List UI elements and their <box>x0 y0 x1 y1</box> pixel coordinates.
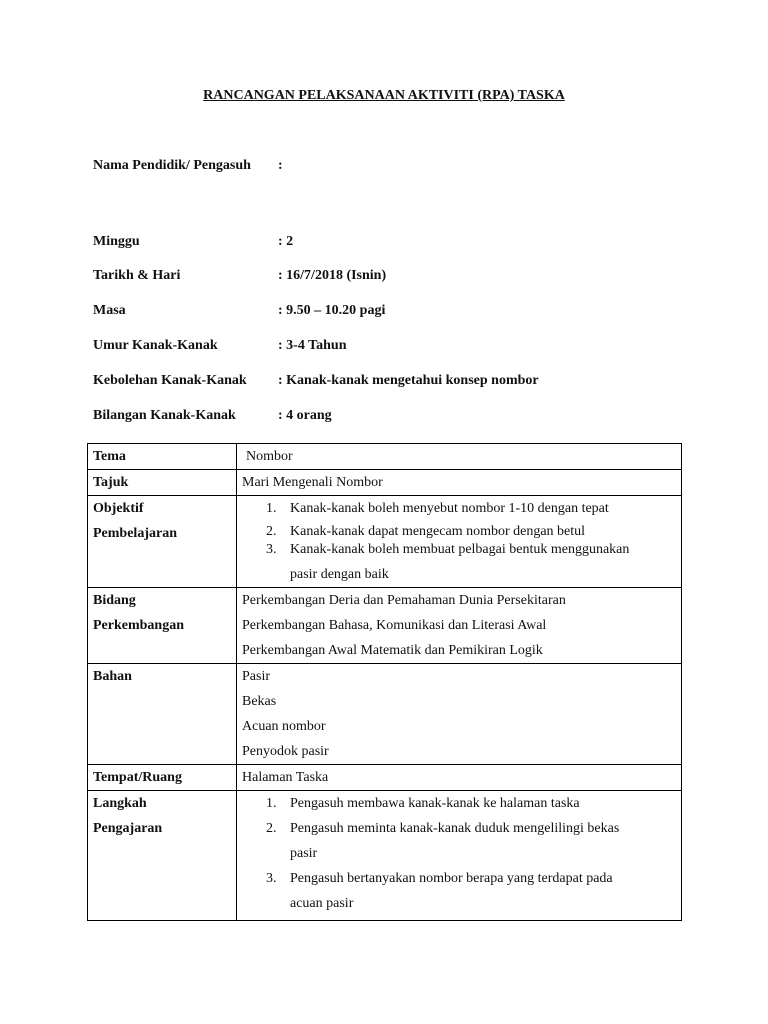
field-value: : 2 <box>278 234 294 249</box>
item-text: Kanak-kanak dapat mengecam nombor dengan betul <box>290 524 586 539</box>
item-text: Pengasuh bertanyakan nombor berapa yang terdapat pada <box>290 871 613 886</box>
item-text-continued: acuan pasir <box>290 896 354 911</box>
item-text: Kanak-kanak boleh menyebut nombor 1-10 dengan tepat <box>290 501 609 516</box>
row-value <box>237 444 682 470</box>
label-objektif: Objektif <box>93 501 144 516</box>
field-umur <box>93 338 346 354</box>
row-label <box>88 470 237 496</box>
bahan-item: Pasir <box>242 669 270 684</box>
field-kebolehan <box>93 373 539 389</box>
list-item-continued <box>242 891 681 916</box>
row-value <box>237 791 682 921</box>
item-number: 3. <box>266 871 277 886</box>
field-label: Masa <box>93 303 126 318</box>
item-number: 2. <box>266 524 277 539</box>
value-tajuk: Mari Mengenali Nombor <box>242 475 383 490</box>
table-row-tempat <box>88 765 682 791</box>
item-text-continued: pasir <box>290 846 318 861</box>
field-masa <box>93 303 385 319</box>
label-langkah: Langkah <box>93 796 147 811</box>
field-value: : 3-4 Tahun <box>278 338 347 353</box>
field-label: Minggu <box>93 234 140 249</box>
label-perkembangan: Perkembangan <box>93 618 184 633</box>
document-title: RANCANGAN PELAKSANAAN AKTIVITI (RPA) TASKA <box>203 88 565 103</box>
list-item <box>242 816 681 841</box>
field-bilangan <box>93 408 332 424</box>
bidang-item: Perkembangan Deria dan Pemahaman Dunia Persekitaran <box>242 593 566 608</box>
label-pengajaran: Pengajaran <box>93 821 163 836</box>
field-value: : 4 orang <box>278 408 332 423</box>
field-label: Nama Pendidik/ Pengasuh <box>93 158 251 173</box>
table-row-objektif <box>88 496 682 588</box>
bahan-item: Bekas <box>242 694 277 709</box>
list-item <box>242 496 681 521</box>
label-tempat: Tempat/Ruang <box>93 770 182 785</box>
field-label: Tarikh & Hari <box>93 268 181 283</box>
value-tema: Nombor <box>246 449 293 464</box>
label-pembelajaran: Pembelajaran <box>93 526 177 541</box>
field-value: : <box>278 158 283 173</box>
field-nama-pendidik <box>93 158 283 174</box>
list-item <box>242 523 681 541</box>
row-value <box>237 470 682 496</box>
field-tarikh-hari <box>93 268 386 284</box>
activity-table <box>87 443 682 921</box>
field-value: : 9.50 – 10.20 pagi <box>278 303 386 318</box>
label-bahan: Bahan <box>93 669 132 684</box>
row-value <box>237 765 682 791</box>
item-number: 3. <box>266 542 277 557</box>
langkah-list <box>242 791 681 916</box>
table-row-tajuk <box>88 470 682 496</box>
bahan-item: Penyodok pasir <box>242 744 329 759</box>
row-label <box>88 791 237 921</box>
bidang-item: Perkembangan Awal Matematik dan Pemikiran Logik <box>242 643 543 658</box>
row-label <box>88 588 237 664</box>
field-label: Kebolehan Kanak-Kanak <box>93 373 247 388</box>
field-minggu <box>93 234 293 250</box>
row-label <box>88 664 237 765</box>
item-text: Kanak-kanak boleh membuat pelbagai bentuk menggunakan <box>290 542 630 557</box>
field-label: Bilangan Kanak-Kanak <box>93 408 236 423</box>
label-tema: Tema <box>93 449 126 464</box>
item-text: Pengasuh meminta kanak-kanak duduk mengelilingi bekas <box>290 821 620 836</box>
bahan-item: Acuan nombor <box>242 719 326 734</box>
list-item-continued <box>242 562 681 587</box>
label-tajuk: Tajuk <box>93 475 129 490</box>
row-value <box>237 496 682 588</box>
item-number: 1. <box>266 501 277 516</box>
list-item-continued <box>242 841 681 866</box>
row-label <box>88 765 237 791</box>
row-label <box>88 496 237 588</box>
table-row-tema <box>88 444 682 470</box>
table-row-langkah <box>88 791 682 921</box>
item-text-continued: pasir dengan baik <box>290 567 389 582</box>
row-label <box>88 444 237 470</box>
list-item <box>242 866 681 891</box>
table-row-bidang <box>88 588 682 664</box>
item-number: 2. <box>266 821 277 836</box>
row-value <box>237 588 682 664</box>
list-item <box>242 791 681 816</box>
field-value: : Kanak-kanak mengetahui konsep nombor <box>278 373 539 388</box>
bidang-item: Perkembangan Bahasa, Komunikasi dan Literasi Awal <box>242 618 547 633</box>
objektif-list <box>242 496 681 587</box>
item-number: 1. <box>266 796 277 811</box>
label-bidang: Bidang <box>93 593 136 608</box>
list-item <box>242 541 681 559</box>
field-value: : 16/7/2018 (Isnin) <box>278 268 387 283</box>
value-tempat: Halaman Taska <box>242 770 329 785</box>
table-row-bahan <box>88 664 682 765</box>
item-text: Pengasuh membawa kanak-kanak ke halaman taska <box>290 796 580 811</box>
row-value <box>237 664 682 765</box>
field-label: Umur Kanak-Kanak <box>93 338 218 353</box>
